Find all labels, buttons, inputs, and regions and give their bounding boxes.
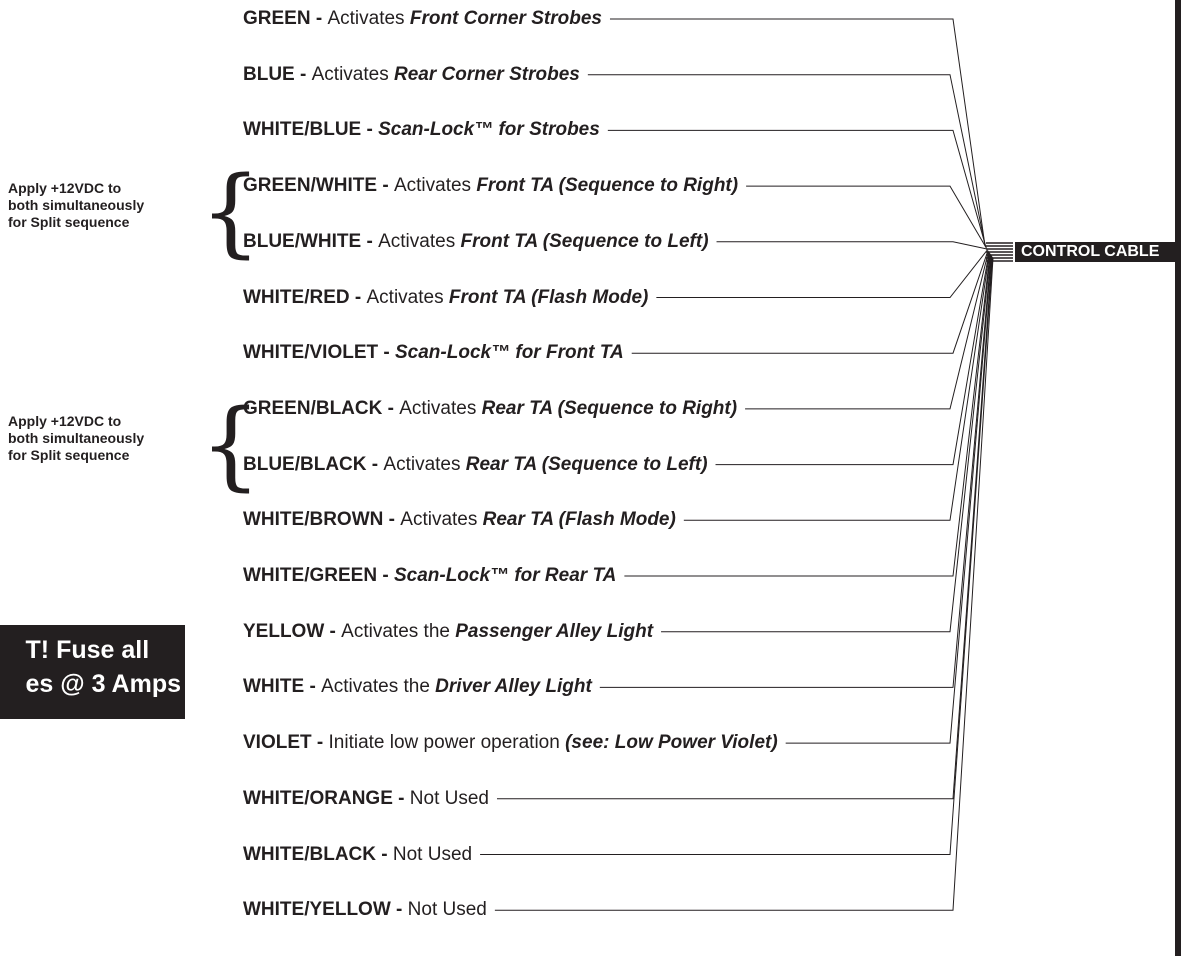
wire-separator: - [366, 453, 384, 475]
wire-function-emphasis: Front Corner Strobes [409, 8, 602, 29]
wire-line [661, 254, 990, 631]
wire-color-name: WHITE/BROWN [243, 509, 384, 531]
wire-color-name: WHITE/RED [243, 286, 350, 308]
wire-label [243, 509, 676, 531]
wire-separator: - [390, 899, 408, 921]
wire-function-emphasis: Rear TA (Sequence to Left) [465, 453, 708, 475]
wire-function-emphasis: Front TA (Sequence to Right) [476, 175, 739, 197]
note-line: both simultaneously [8, 430, 145, 446]
wire-function-emphasis: Front TA (Sequence to Left) [460, 230, 709, 252]
wire-label [243, 64, 580, 86]
wire-function-emphasis: Rear TA (Sequence to Right) [481, 397, 738, 419]
wire-label [243, 398, 737, 420]
wire-line [588, 75, 986, 247]
wire-separator: - [324, 620, 342, 642]
note-line: Apply +12VDC to [8, 413, 122, 429]
wire-separator: - [304, 676, 322, 698]
note-line: Apply +12VDC to [8, 180, 122, 196]
wire-function-emphasis: Scan-Lock™ for Rear TA [393, 565, 617, 586]
wire-color-name: WHITE/YELLOW [243, 899, 391, 921]
warning-line: es @ 3 Amps [25, 670, 181, 698]
wire-function-text: Activates [399, 397, 482, 419]
wire-separator: - [392, 787, 410, 809]
enclosure-edge [1175, 0, 1181, 956]
wire-line [656, 250, 987, 298]
wire-separator: - [382, 397, 400, 419]
wire-line [746, 186, 986, 248]
wire-separator: - [377, 175, 394, 197]
wire-separator: - [377, 565, 394, 586]
note-line: for Split sequence [8, 447, 130, 463]
note-line: both simultaneously [8, 197, 145, 213]
wire-separator: - [375, 843, 393, 865]
wire-color-name: YELLOW [243, 620, 325, 642]
wire-label [243, 8, 602, 30]
wire-line [717, 242, 987, 249]
wire-label [243, 621, 653, 643]
wire-function-emphasis: Rear Corner Strobes [394, 63, 580, 85]
wire-function-emphasis: Rear TA (Flash Mode) [482, 509, 676, 531]
wire-function-text: Initiate low power operation [328, 732, 566, 754]
wire-label [243, 454, 708, 476]
wire-color-name: GREEN/WHITE [243, 175, 378, 197]
wire-function-text: Activates [383, 453, 466, 475]
wire-line [632, 251, 988, 354]
wire-color-name: WHITE/VIOLET [243, 342, 379, 364]
wire-separator: - [383, 509, 401, 531]
wire-function-text: Not Used [407, 899, 487, 921]
wire-color-name: BLUE/BLACK [243, 453, 367, 475]
wire-separator: - [311, 732, 329, 754]
split-brace-rear: { [200, 389, 262, 501]
wire-separator: - [378, 342, 395, 364]
split-note-rear [8, 413, 144, 464]
wire-separator: - [310, 8, 328, 29]
wire-separator: - [294, 63, 312, 85]
wire-line [786, 256, 992, 743]
wire-function-emphasis: (see: Low Power Violet) [565, 732, 778, 754]
wire-function-text: Activates [378, 230, 461, 252]
wire-label [243, 287, 648, 309]
wire-separator: - [361, 230, 379, 252]
wire-function-emphasis: Scan-Lock™ for Front TA [395, 342, 624, 364]
wire-label [243, 732, 778, 754]
wire-function-emphasis: Driver Alley Light [435, 676, 592, 698]
wire-function-emphasis: Scan-Lock™ for Strobes [378, 119, 600, 141]
wire-function-text: Activates the [321, 676, 436, 698]
wire-label [243, 342, 624, 364]
wire-separator: - [349, 286, 367, 308]
wire-color-name: GREEN [243, 8, 311, 29]
wire-label [243, 175, 738, 197]
wire-function-text: Activates [311, 63, 394, 85]
wire-color-name: GREEN/BLACK [243, 397, 383, 419]
wire-function-text: Activates [327, 8, 410, 29]
wire-color-name: BLUE [243, 63, 295, 85]
note-line: for Split sequence [8, 214, 130, 230]
wire-label [243, 844, 472, 866]
split-note-front [8, 180, 144, 231]
wire-label [243, 119, 600, 141]
wire-color-name: VIOLET [243, 732, 312, 754]
wire-line [745, 251, 988, 409]
wire-function-text: Activates [393, 175, 477, 197]
wire-color-name: BLUE/WHITE [243, 230, 362, 252]
warning-line: T! Fuse all [25, 636, 150, 664]
control-cable-tag: CONTROL CABLE [1015, 242, 1181, 262]
wire-function-text: Not Used [392, 843, 473, 865]
wire-color-name: WHITE/ORANGE [243, 787, 393, 809]
wire-color-name: WHITE/BLUE [243, 119, 362, 141]
split-brace-front: { [200, 156, 262, 268]
wire-color-name: WHITE/BLACK [243, 843, 376, 865]
wire-label [243, 231, 709, 253]
wire-line [684, 253, 990, 521]
wire-color-name: WHITE [243, 676, 305, 698]
wire-function-emphasis: Passenger Alley Light [455, 620, 654, 642]
fuse-warning-box [0, 625, 185, 719]
wire-label [243, 565, 616, 587]
wire-label [243, 788, 489, 810]
wire-function-text: Not Used [409, 787, 489, 809]
wire-color-name: WHITE/GREEN [243, 565, 378, 586]
wire-label [243, 676, 592, 698]
fuse-warning-text [26, 633, 181, 701]
wire-line [610, 19, 985, 246]
wire-function-text: Activates [366, 286, 449, 308]
wire-label [243, 899, 487, 921]
wire-function-text: Activates the [341, 620, 456, 642]
wire-line [716, 252, 989, 465]
wire-separator: - [361, 119, 379, 141]
wire-function-text: Activates [400, 509, 483, 531]
wire-function-emphasis: Front TA (Flash Mode) [448, 286, 649, 308]
